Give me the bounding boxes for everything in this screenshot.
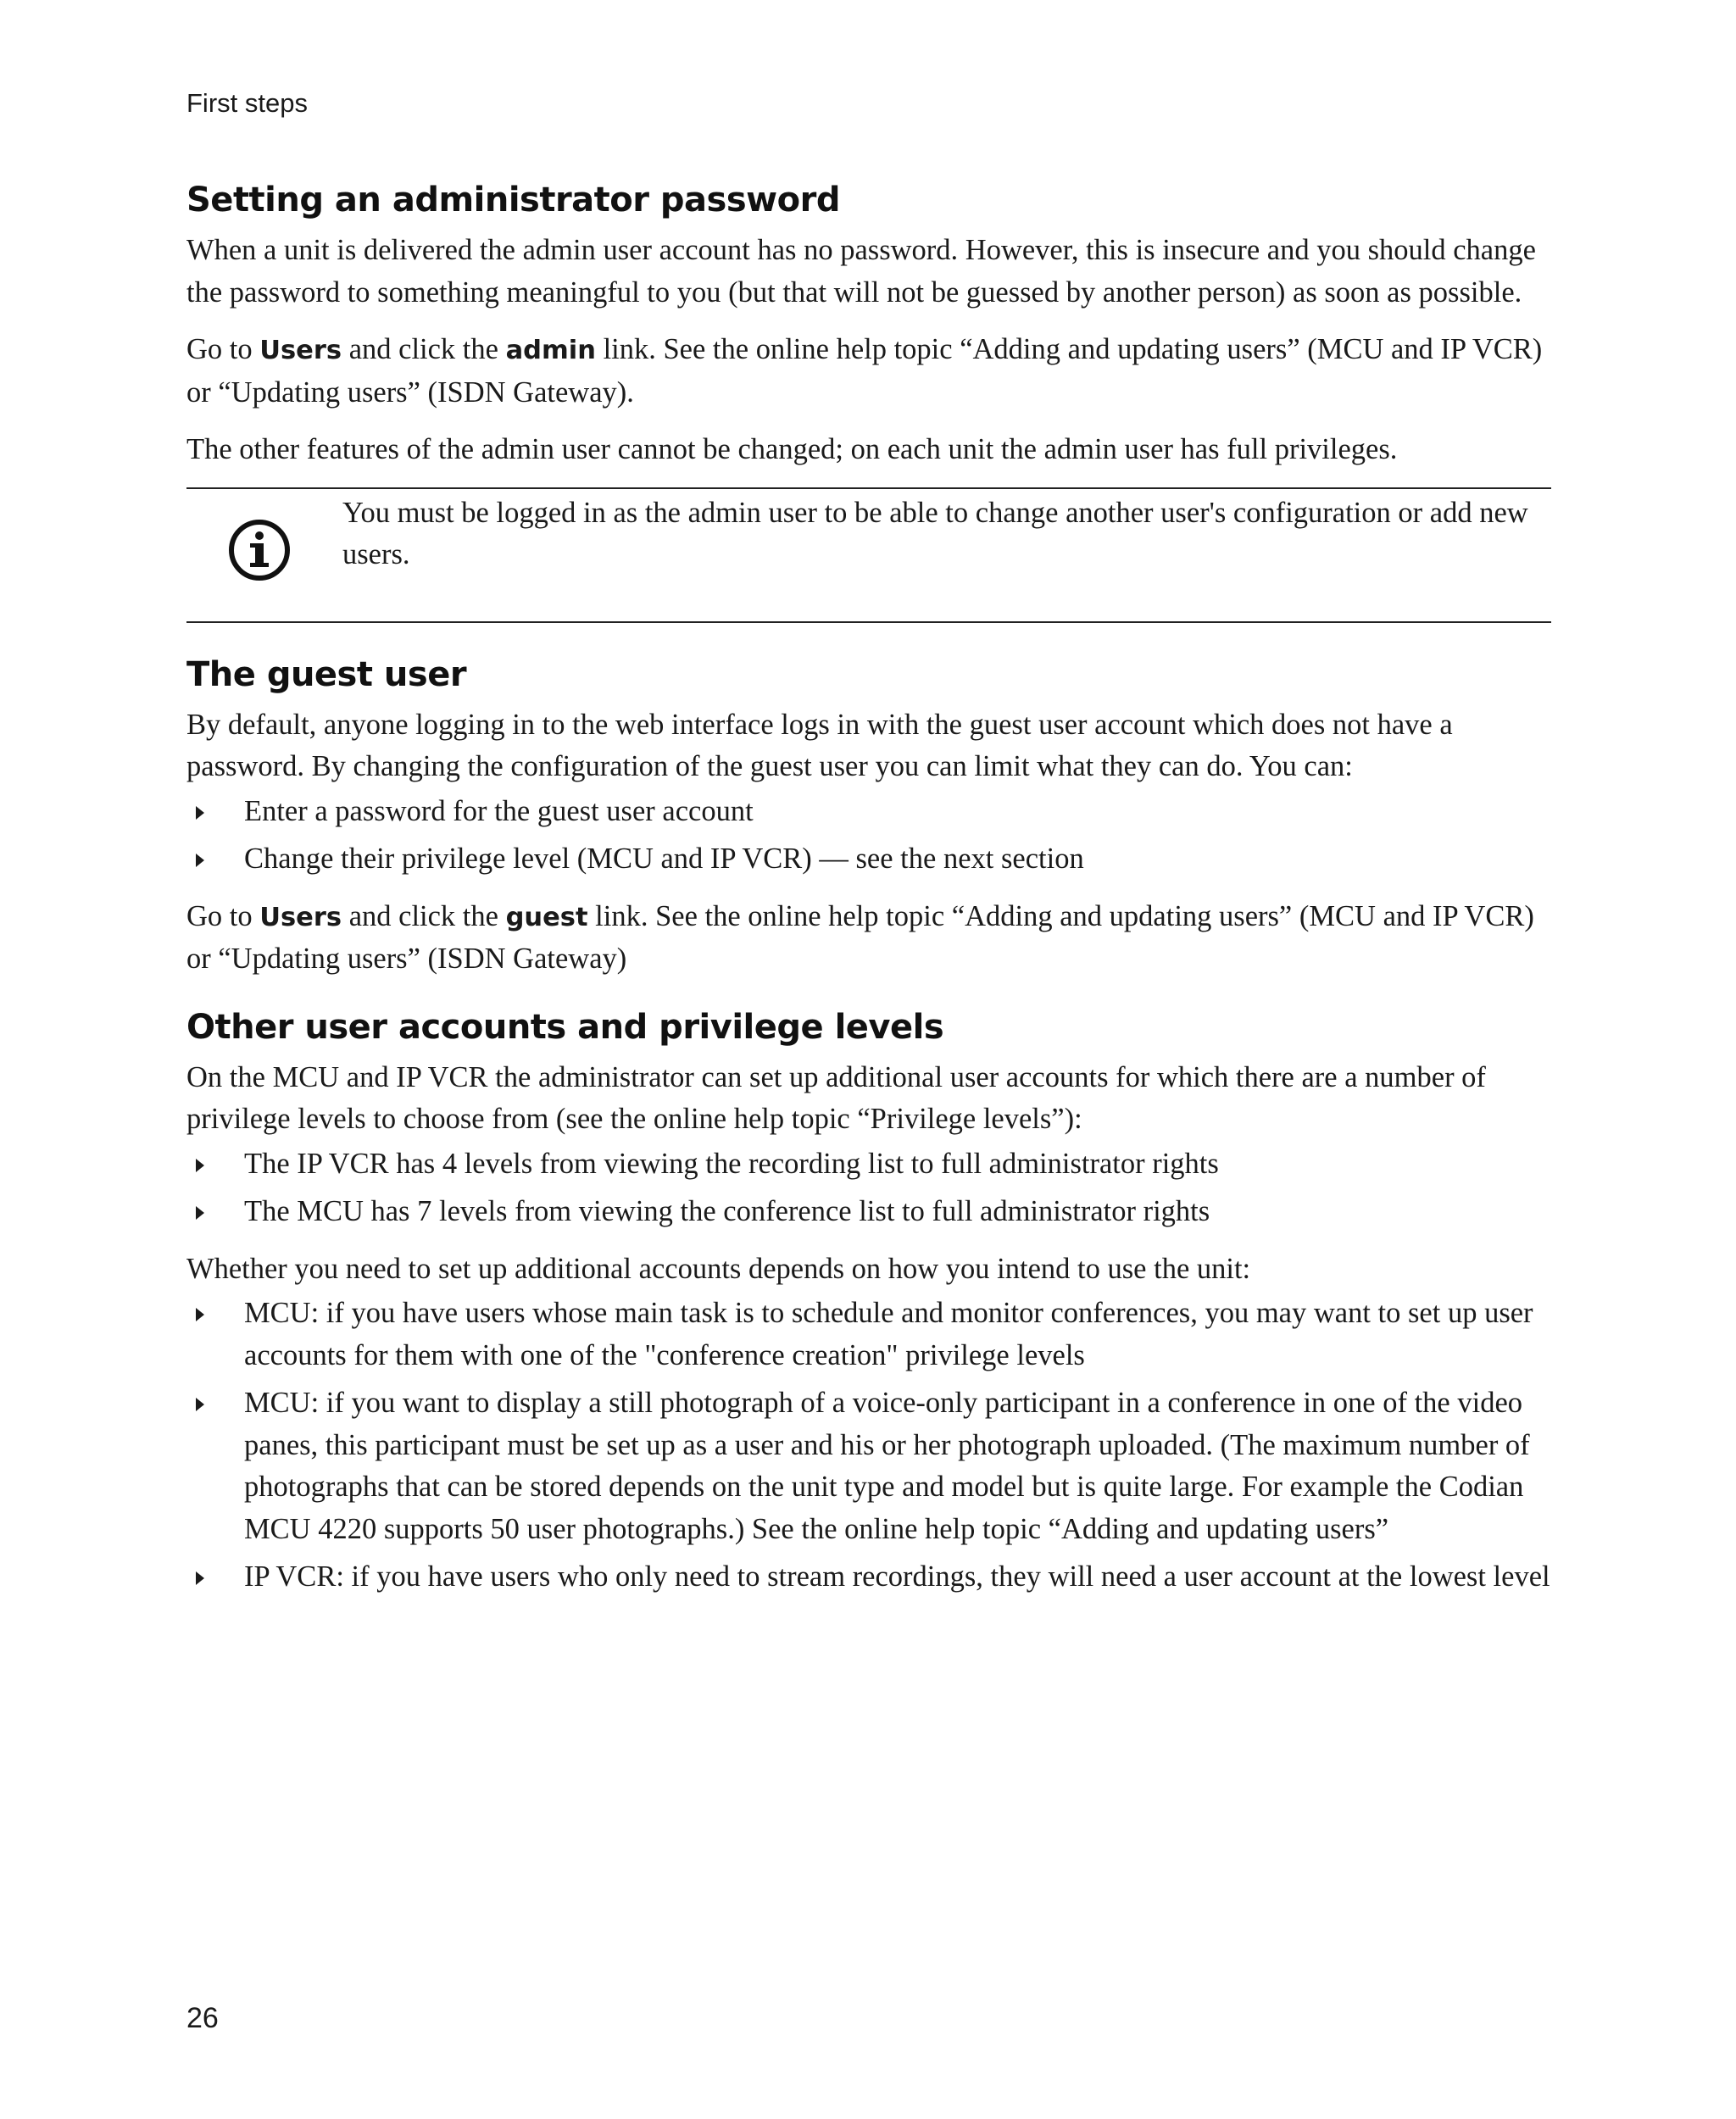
bullet-arrow-icon: [196, 854, 204, 867]
admin-link-keyword: admin: [505, 336, 596, 365]
section-heading-guest-user: The guest user: [186, 654, 467, 694]
list-item-text: Enter a password for the guest user account: [244, 794, 754, 827]
paragraph-privilege-intro: On the MCU and IP VCR the administrator can set up additional user accounts for which there are a number of privilege levels to choose from (see the online help topic “Privilege levels”):: [186, 1060, 1486, 1135]
help-reference-text: link. See the online help topic “Adding and updating users” (MCU and IP VCR) or “Updating users” (ISDN Gateway): [186, 899, 1534, 975]
note-text: You must be logged in as the admin user to be able to change another user's configuration or add new users.: [342, 496, 1528, 570]
bullet-arrow-icon: [196, 1206, 204, 1220]
guest-options-list: [186, 791, 1551, 881]
click-text: and click the: [342, 333, 506, 365]
bullet-arrow-icon: [196, 1159, 204, 1172]
running-header: First steps: [186, 88, 308, 118]
list-item-text: The MCU has 7 levels from viewing the conference list to full administrator rights: [244, 1195, 1210, 1227]
section-heading-admin-password: Setting an administrator password: [186, 181, 840, 220]
list-item: [186, 1293, 1551, 1377]
list-item: [186, 1191, 1551, 1233]
help-reference-text: link. See the online help topic “Adding and updating users” (MCU and IP VCR) or “Updating users” (ISDN Gateway).: [186, 333, 1543, 409]
list-item: [186, 1382, 1551, 1550]
guest-link-keyword: guest: [505, 902, 588, 932]
goto-text: Go to: [186, 333, 260, 365]
bullet-arrow-icon: [196, 1571, 204, 1585]
bullet-arrow-icon: [196, 1308, 204, 1321]
page-number: 26: [186, 2002, 219, 2034]
list-item-text: Change their privilege level (MCU and IP VCR) — see the next section: [244, 843, 1084, 875]
info-icon: [227, 518, 292, 582]
paragraph-admin-features: The other features of the admin user cannot be changed; on each unit the admin user has full privileges.: [186, 433, 1398, 465]
list-item: [186, 1143, 1551, 1186]
users-keyword: Users: [259, 902, 342, 932]
bullet-arrow-icon: [196, 806, 204, 820]
list-item: [186, 1556, 1551, 1599]
list-item: [186, 838, 1551, 881]
paragraph-admin-intro: When a unit is delivered the admin user account has no password. However, this is insecure and you should change the password to something meaningful to you (but that will not be guessed by another person) as soon as possible.: [186, 234, 1536, 309]
note-box: [186, 487, 1551, 623]
list-item-text: IP VCR: if you have users who only need to stream recordings, they will need a user account at the lowest level: [244, 1560, 1550, 1593]
list-item-text: MCU: if you want to display a still photograph of a voice-only participant in a conference in one of the video panes, this participant must be set up as a user and his or her photograph uploaded. (The maximum number of photographs that can be stored depends on the unit type and model but is quite large. For example the Codian MCU 4220 supports 50 user photographs.) See the online help topic “Adding and updating users”: [244, 1387, 1530, 1545]
page-content: [186, 174, 1551, 1599]
paragraph-guest-intro: By default, anyone logging in to the web interface logs in with the guest user account which does not have a password. By changing the configuration of the guest user you can limit what they can do. You can:: [186, 708, 1453, 782]
list-item-text: MCU: if you have users whose main task is to schedule and monitor conferences, you may want to set up user accounts for them with one of the "conference creation" privilege levels: [244, 1297, 1533, 1371]
paragraph-guest-goto: [186, 896, 1551, 981]
usage-cases-list: [186, 1293, 1551, 1599]
list-item: [186, 791, 1551, 833]
section-heading-other-accounts: Other user accounts and privilege levels: [186, 1007, 944, 1047]
goto-text: Go to: [186, 899, 260, 932]
bullet-arrow-icon: [196, 1398, 204, 1411]
list-item-text: The IP VCR has 4 levels from viewing the recording list to full administrator rights: [244, 1147, 1219, 1180]
privilege-levels-list: [186, 1143, 1551, 1233]
click-text: and click the: [342, 899, 506, 932]
paragraph-accounts-usage: Whether you need to set up additional accounts depends on how you intend to use the unit:: [186, 1252, 1251, 1285]
paragraph-admin-goto: [186, 329, 1551, 414]
users-keyword: Users: [259, 336, 342, 365]
